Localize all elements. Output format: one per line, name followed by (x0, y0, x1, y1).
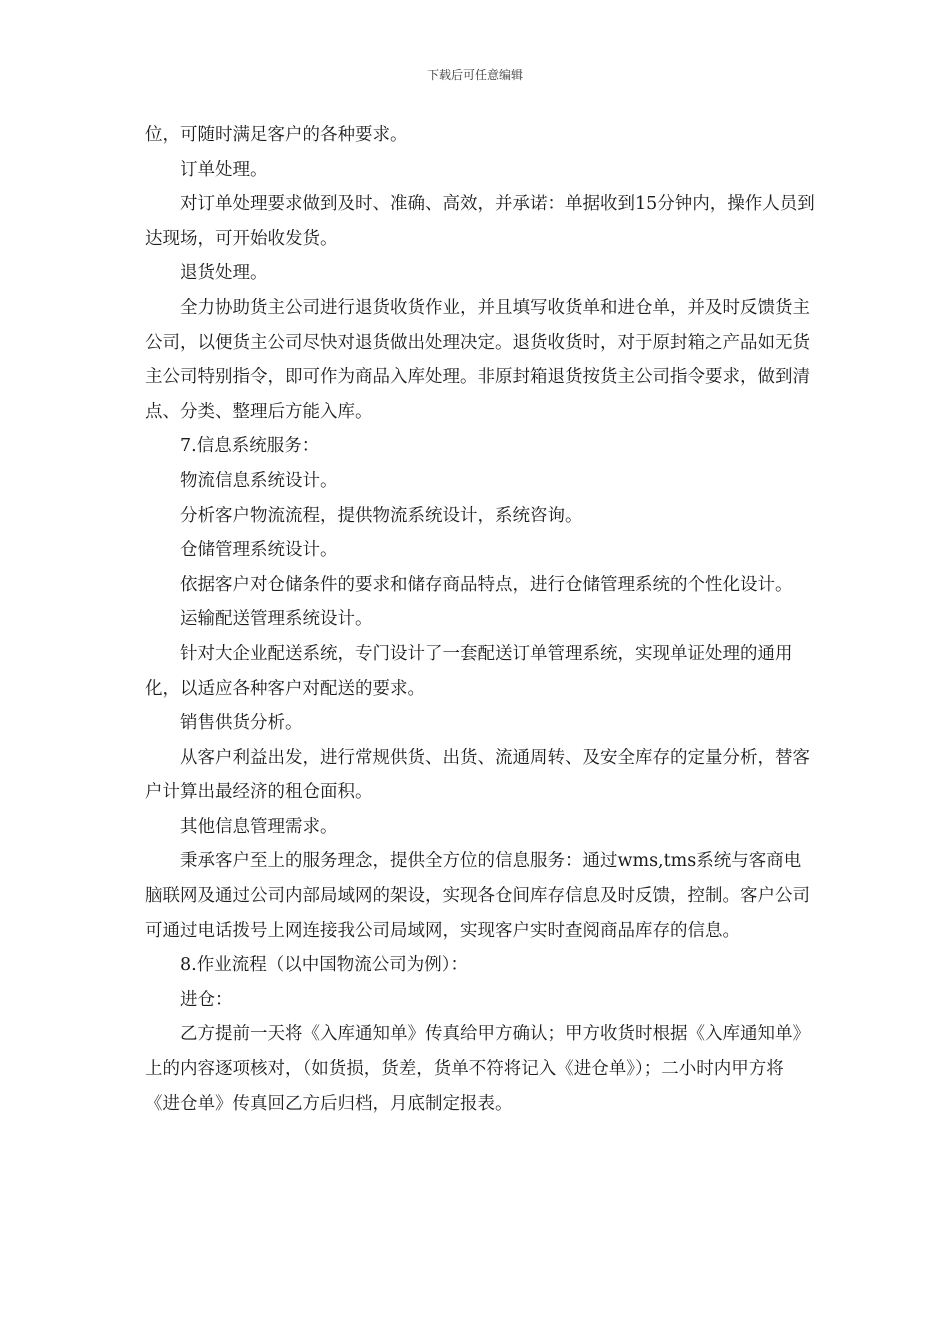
paragraph-14: 从客户利益出发，进行常规供货、出货、流通周转、及安全库存的定量分析，替客户计算出最经济的租仓面积。 (145, 747, 810, 803)
paragraph-16: 秉承客户至上的服务理念，提供全方位的信息服务：通过wms,tms系统与客商电脑联网及通过公司内部局域网的架设，实现各仓间库存信息及时反馈，控制。客户公司可通过电话拨号上网连接我公司局域网，实现客户实时查阅商品库存的信息。 (145, 851, 810, 941)
paragraph-9: 仓储管理系统设计。 (180, 540, 338, 561)
paragraph-18: 进仓： (180, 989, 233, 1010)
paragraph-11: 运输配送管理系统设计。 (180, 609, 373, 630)
paragraph-12: 针对大企业配送系统，专门设计了一套配送订单管理系统，实现单证处理的通用化，以适应各种客户对配送的要求。 (145, 643, 793, 699)
paragraph-2: 订单处理。 (180, 159, 268, 180)
paragraph-15: 其他信息管理需求。 (180, 816, 338, 837)
paragraph-4: 退货处理。 (180, 263, 268, 284)
paragraph-8: 分析客户物流流程，提供物流系统设计，系统咨询。 (180, 505, 583, 526)
document-body (145, 118, 817, 1121)
paragraph-6: 7.信息系统服务： (180, 436, 320, 457)
paragraph-17: 8.作业流程（以中国物流公司为例）： (180, 955, 468, 976)
paragraph-10: 依据客户对仓储条件的要求和储存商品特点，进行仓储管理系统的个性化设计。 (180, 574, 793, 595)
page-header-note: 下载后可任意编辑 (426, 68, 523, 82)
paragraph-19: 乙方提前一天将《入库通知单》传真给甲方确认；甲方收货时根据《入库通知单》上的内容逐项核对，（如货损，货差，货单不符将记入《进仓单》）；二小时内甲方将《进仓单》传真回乙方后归档，月底制定报表。 (145, 1024, 810, 1114)
paragraph-1: 位，可随时满足客户的各种要求。 (145, 125, 408, 145)
paragraph-3: 对订单处理要求做到及时、准确、高效，并承诺：单据收到15分钟内，操作人员到达现场，可开始收发货。 (145, 194, 815, 249)
paragraph-7: 物流信息系统设计。 (180, 470, 338, 491)
paragraph-5: 全力协助货主公司进行退货收货作业，并且填写收货单和进仓单，并及时反馈货主公司，以便货主公司尽快对退货做出处理决定。退货收货时，对于原封箱之产品如无货主公司特别指令，即可作为商品入库处理。非原封箱退货按货主公司指令要求，做到清点、分类、整理后方能入库。 (145, 297, 810, 422)
paragraph-13: 销售供货分析。 (180, 713, 303, 734)
